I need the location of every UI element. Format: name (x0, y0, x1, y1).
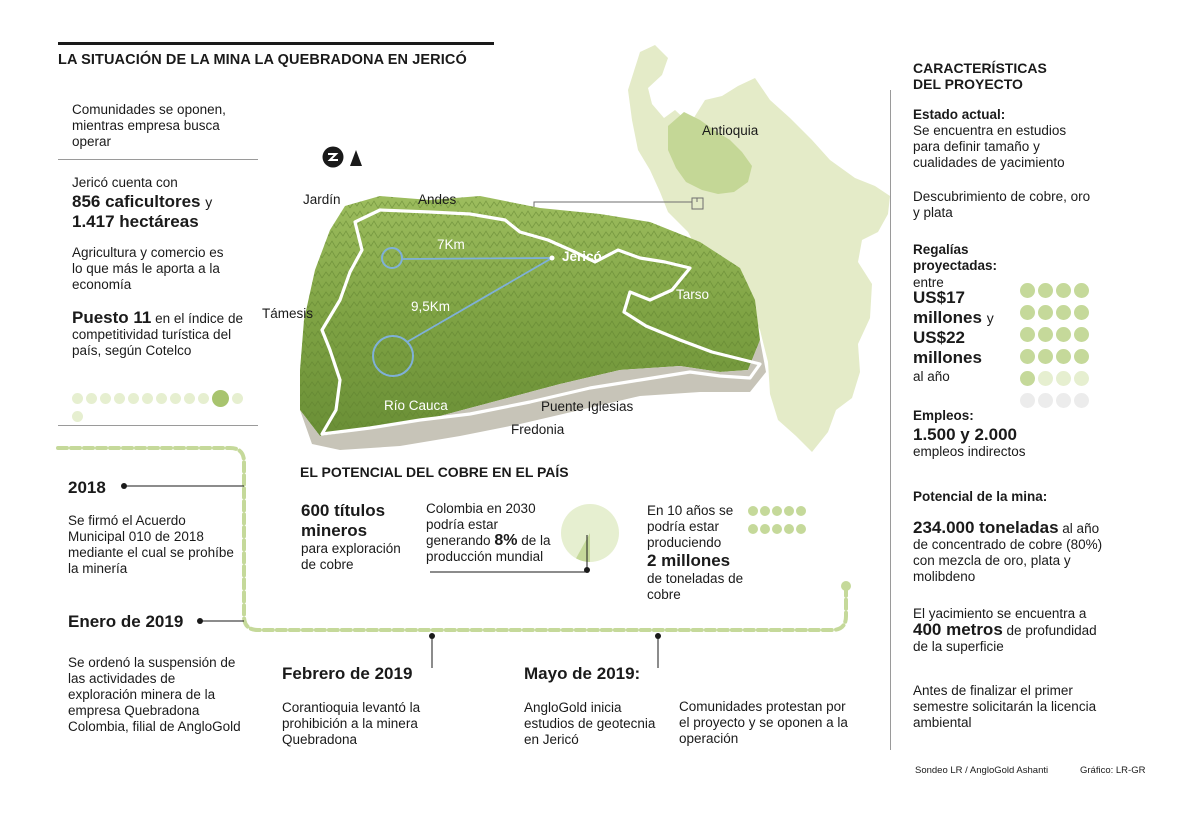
al-ano-text: al año (913, 369, 950, 384)
ten-years-block (647, 503, 747, 603)
regalias-range (913, 288, 1013, 368)
timeline-date-may2019: Mayo de 2019: (524, 664, 641, 683)
hectareas-value: 1.417 hectáreas (72, 212, 199, 231)
regalia-dot (1020, 393, 1035, 408)
regalia-dot (1056, 327, 1071, 342)
regalia-dot (1056, 393, 1071, 408)
label-jerico: Jericó (562, 249, 602, 264)
label-tamesis: Támesis (262, 306, 314, 321)
regalia-dot (1074, 305, 1089, 320)
regalia-dot (1020, 327, 1035, 342)
colombia-text-a: Colombia en 2030 podría estar generando (426, 501, 536, 548)
ton-dot (784, 506, 794, 516)
puesto-rest: en el índice de competitividad turística del país, según Cotelco (72, 311, 243, 358)
regalia-dot (1020, 349, 1035, 364)
regalia-dot (1056, 371, 1071, 386)
ton-dot (796, 524, 806, 534)
ton-dot (772, 524, 782, 534)
timeline-text-may2019: AngloGold inicia estudios de geotecnia en Jericó (524, 700, 656, 747)
antes-text: Antes de finalizar el primer semestre solicitarán la licencia ambiental (913, 683, 1097, 730)
empleos-label: Empleos: (913, 408, 974, 423)
estado-label: Estado actual: (913, 107, 1006, 122)
regalias-conj: y (986, 310, 994, 326)
label-95km: 9,5Km (411, 299, 451, 314)
share-value: 8% (494, 532, 518, 549)
tons-dots (748, 505, 812, 541)
ton-dot (760, 524, 770, 534)
descubrimiento-text: Descubrimiento de cobre, oro y plata (913, 189, 1091, 220)
regalia-dot (1038, 349, 1053, 364)
entre-text: entre (913, 275, 944, 290)
right-divider (890, 90, 891, 750)
toneladas-text: al año de concentrado de cobre (80%) con mezcla de oro, plata y molibdeno (913, 521, 1103, 584)
label-antioquia: Antioquia (702, 123, 759, 138)
potential-heading: EL POTENCIAL DEL COBRE EN EL PAÍS (300, 464, 569, 480)
regalia-dot (1074, 349, 1089, 364)
colombia-text-b: de la producción mundial (426, 533, 551, 564)
regalia-dot (1020, 305, 1035, 320)
label-andes: Andes (418, 192, 457, 207)
toneladas-block (913, 520, 1103, 585)
regalia-dot (1020, 283, 1035, 298)
toneladas-value: 234.000 toneladas (913, 518, 1059, 537)
label-puente-iglesias: Puente Iglesias (541, 399, 634, 414)
ton-dot (772, 506, 782, 516)
label-rio-cauca: Río Cauca (384, 398, 448, 413)
label-jardin: Jardín (303, 192, 341, 207)
regalias-min: US$17 millones (913, 288, 982, 327)
estado-text: Se encuentra en estudios para definir tamaño y cualidades de yacimiento (913, 123, 1067, 170)
regalia-dot (1056, 283, 1071, 298)
label-7km: 7Km (437, 237, 465, 252)
conjunction: y (205, 194, 213, 210)
yacimiento-text-a: El yacimiento se encuentra a (913, 606, 1087, 621)
ton-dot (784, 524, 794, 534)
timeline-date-ene2019: Enero de 2019 (68, 612, 184, 631)
regalia-dot (1074, 393, 1089, 408)
timeline-date-feb2019: Febrero de 2019 (282, 664, 413, 683)
ton-dot (760, 506, 770, 516)
titulos-text: para exploración de cobre (301, 541, 401, 572)
regalias-dots (1020, 283, 1104, 415)
ten-years-value: 2 millones (647, 551, 731, 570)
timeline-text-may2019-b: Comunidades protestan por el proyecto y se oponen a la operación (679, 699, 848, 746)
page-title: LA SITUACIÓN DE LA MINA LA QUEBRADONA EN JERICÓ (58, 52, 467, 68)
regalia-dot (1038, 283, 1053, 298)
regalia-dot (1074, 371, 1089, 386)
characteristics-heading: CARACTERÍSTICAS DEL PROYECTO (913, 60, 1047, 92)
regalia-dot (1038, 305, 1053, 320)
caficultores-value: 856 caficultores (72, 192, 201, 211)
source-text: Sondeo LR / AngloGold Ashanti (915, 765, 1049, 776)
regalia-dot (1074, 283, 1089, 298)
timeline-text-ene2019: Se ordenó la suspensión de las actividades de exploración minera de la empresa Quebradona Colombia, filial de AngloGold (68, 655, 241, 734)
regalia-dot (1020, 371, 1035, 386)
empleos-text: empleos indirectos (913, 444, 1026, 459)
regalia-dot (1074, 327, 1089, 342)
regalia-dot (1038, 327, 1053, 342)
ten-years-text-b: de toneladas de cobre (647, 571, 744, 602)
regalias-label: Regalías proyectadas: (913, 242, 998, 273)
jerico-line: Jericó cuenta con (72, 175, 178, 190)
regalia-dot (1056, 349, 1071, 364)
credit-text: Gráfico: LR-GR (1080, 765, 1146, 776)
timeline-text-feb2019: Corantioquia levantó la prohibición a la minera Quebradona (282, 700, 421, 747)
agricultura-text: Agricultura y comercio es lo que más le aporta a la economía (72, 245, 224, 292)
timeline-text-2018: Se firmó el Acuerdo Municipal 010 de 2018 mediante el cual se prohíbe la minería (68, 513, 234, 576)
titulos-value: 600 títulos mineros (301, 501, 386, 540)
regalia-dot (1056, 305, 1071, 320)
tagline: Comunidades se oponen, mientras empresa busca operar (72, 102, 226, 149)
regalias-max: US$22 millones (913, 328, 982, 367)
yacimiento-text-b: de profundidad de la superficie (913, 623, 1097, 654)
yacimiento-value: 400 metros (913, 620, 1003, 639)
ton-dot (796, 506, 806, 516)
label-fredonia: Fredonia (511, 422, 565, 437)
ton-dot (748, 506, 758, 516)
potencial-label: Potencial de la mina: (913, 489, 1048, 504)
regalia-dot (1038, 393, 1053, 408)
empleos-value: 1.500 y 2.000 (913, 425, 1017, 444)
regalia-dot (1038, 371, 1053, 386)
ton-dot (748, 524, 758, 534)
ten-years-text-a: En 10 años se podría estar produciendo (647, 503, 734, 550)
puesto-value: Puesto 11 (72, 308, 152, 327)
yacimiento-block (913, 606, 1103, 655)
label-tarso: Tarso (676, 287, 710, 302)
timeline-date-2018: 2018 (68, 478, 106, 497)
